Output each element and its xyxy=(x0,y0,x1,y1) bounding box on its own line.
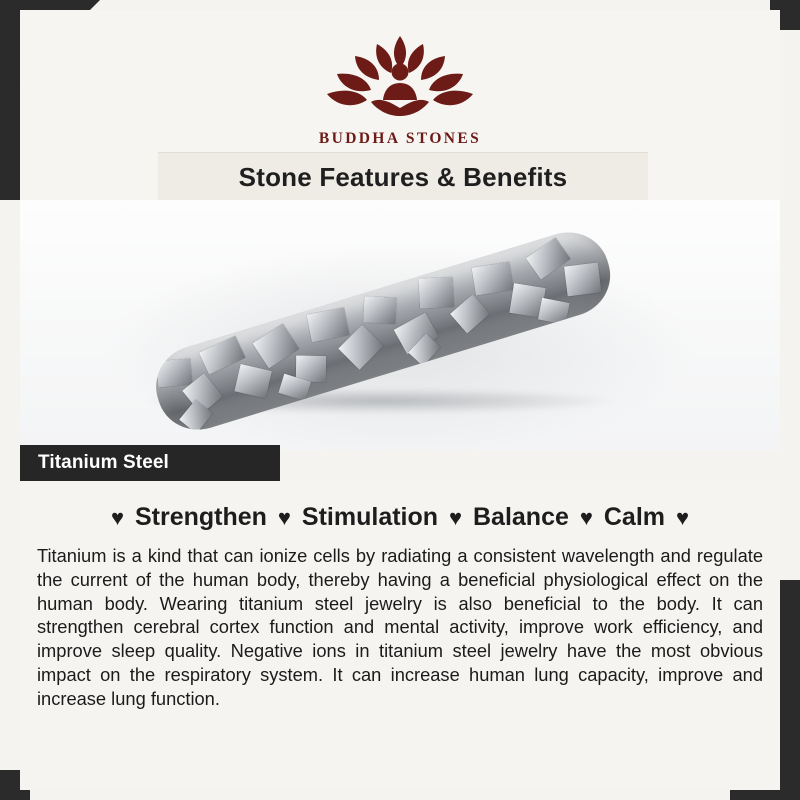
brand-name: BUDDHA STONES xyxy=(318,130,482,147)
heart-icon: ♥ xyxy=(277,505,291,530)
brand-logo xyxy=(285,28,515,148)
body-section xyxy=(20,481,780,790)
benefits-headline xyxy=(34,503,766,532)
product-image xyxy=(20,200,780,450)
product-label xyxy=(20,445,280,481)
product-label-text: Titanium Steel xyxy=(38,452,169,473)
page-title: Stone Features & Benefits xyxy=(238,161,568,192)
header xyxy=(20,10,780,200)
benefit-item-balance: Balance xyxy=(473,503,569,531)
benefit-item-stimulation: Stimulation xyxy=(301,503,439,531)
heart-icon: ♥ xyxy=(675,505,690,530)
heart-icon: ♥ xyxy=(579,505,593,530)
frame-edge-top xyxy=(0,0,800,10)
page-title-band xyxy=(158,152,648,201)
heart-icon: ♥ xyxy=(110,505,125,530)
benefit-item-strengthen: Strengthen xyxy=(135,503,267,531)
description-paragraph: Titanium is a kind that can ionize cells by radiating a consistent wavelength and regulate the current of the human body, thereby having a beneficial physiological effect on the human body. Wearing titanium steel jewelry is also beneficial to the body. It can strengthen cerebral cortex function and mental activity, improve work efficiency, and improve sleep quality. Negative ions in titanium steel jewelry have the most obvious impact on the respiratory system. It can increase human lung capacity, improve and increase lung function. xyxy=(37,545,763,709)
heart-icon: ♥ xyxy=(448,505,463,530)
lotus-meditation-logo-icon xyxy=(315,28,485,128)
benefit-item-calm: Calm xyxy=(603,503,665,531)
content-wrapper xyxy=(20,10,780,790)
